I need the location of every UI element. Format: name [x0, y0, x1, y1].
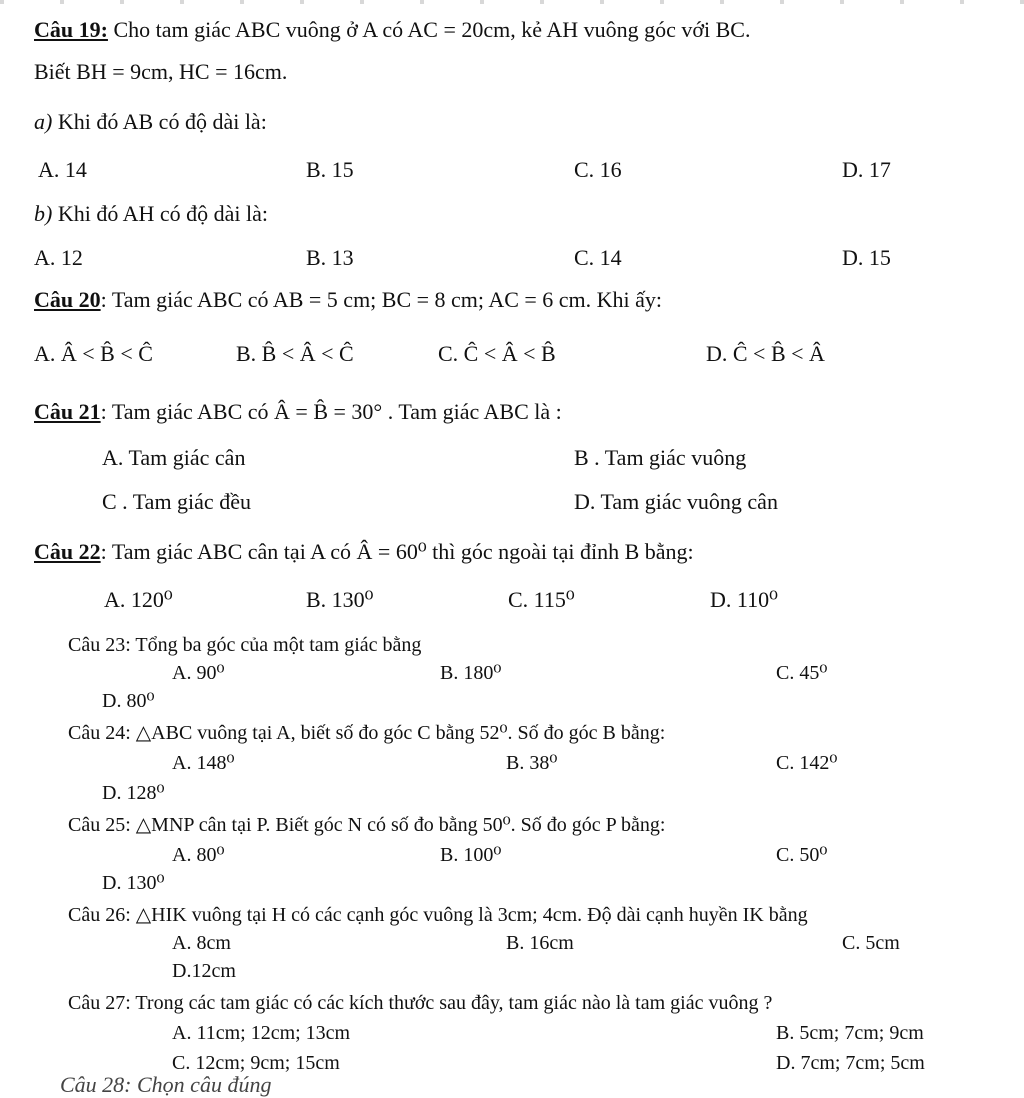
q22-stem — [34, 538, 694, 566]
q27-option-b[interactable]: B. 5cm; 7cm; 9cm — [776, 1022, 924, 1044]
q22-option-a[interactable]: A. 120⁰ — [104, 587, 173, 612]
q23-option-b[interactable]: B. 180⁰ — [440, 662, 502, 684]
q20-text: : Tam giác ABC có AB = 5 cm; BC = 8 cm; AC = 6 cm. Khi ấy: — [100, 287, 663, 312]
q22-text: : Tam giác ABC cân tại A có Â = 60⁰ thì góc ngoài tại đỉnh B bằng: — [100, 539, 694, 564]
q19b-stem — [34, 200, 268, 228]
q21-heading: Câu 21 — [34, 399, 101, 424]
q19b-option-b[interactable]: B. 13 — [306, 245, 354, 270]
q19a-option-a[interactable]: A. 14 — [38, 157, 87, 182]
q19a-stem — [34, 108, 267, 136]
q20-option-d[interactable]: D. Ĉ < B̂ < Â — [706, 341, 825, 366]
q27-stem: Câu 27: Trong các tam giác có các kích thước sau đây, tam giác nào là tam giác vuông ? — [68, 992, 773, 1014]
q19a-text: Khi đó AB có độ dài là: — [52, 109, 267, 134]
q19a-option-d[interactable]: D. 17 — [842, 157, 891, 182]
q20-stem — [34, 286, 662, 314]
q28-cutoff — [60, 1072, 380, 1097]
q20-option-b[interactable]: B. B̂ < Â < Ĉ — [236, 341, 354, 366]
q25-option-a[interactable]: A. 80⁰ — [172, 844, 225, 866]
q19-heading: Câu 19: — [34, 17, 108, 42]
q22-option-b[interactable]: B. 130⁰ — [306, 587, 374, 612]
q22-heading: Câu 22 — [34, 539, 101, 564]
q19b-text: Khi đó AH có độ dài là: — [52, 201, 269, 226]
q27-option-d[interactable]: D. 7cm; 7cm; 5cm — [776, 1052, 925, 1074]
q19b-option-c[interactable]: C. 14 — [574, 245, 622, 270]
q24-stem: Câu 24: △ABC vuông tại A, biết số đo góc C bằng 52⁰. Số đo góc B bằng: — [68, 722, 666, 744]
q19a-label: a) — [34, 109, 53, 134]
q24-option-b[interactable]: B. 38⁰ — [506, 752, 558, 774]
q19-given: Biết BH = 9cm, HC = 16cm. — [34, 59, 288, 84]
q23-option-c[interactable]: C. 45⁰ — [776, 662, 828, 684]
q27-option-a[interactable]: A. 11cm; 12cm; 13cm — [172, 1022, 351, 1044]
q21-text: : Tam giác ABC có Â = B̂ = 30° . Tam giác ABC là : — [100, 399, 562, 424]
q22-option-c[interactable]: C. 115⁰ — [508, 587, 575, 612]
q19b-option-d[interactable]: D. 15 — [842, 245, 891, 270]
q23-option-a[interactable]: A. 90⁰ — [172, 662, 225, 684]
q21-option-b[interactable]: B . Tam giác vuông — [574, 445, 747, 470]
q21-stem — [34, 398, 562, 426]
q23-option-d[interactable]: D. 80⁰ — [102, 690, 155, 712]
q21-option-d[interactable]: D. Tam giác vuông cân — [574, 489, 778, 514]
q24-option-d[interactable]: D. 128⁰ — [102, 782, 165, 804]
q25-stem: Câu 25: △MNP cân tại P. Biết góc N có số đo bằng 50⁰. Số đo góc P bằng: — [68, 814, 666, 836]
q26-option-d[interactable]: D.12cm — [172, 960, 236, 982]
q26-option-a[interactable]: A. 8cm — [172, 932, 231, 954]
q20-heading: Câu 20 — [34, 287, 101, 312]
q26-option-c[interactable]: C. 5cm — [842, 932, 900, 954]
q25-option-d[interactable]: D. 130⁰ — [102, 872, 165, 894]
q25-option-c[interactable]: C. 50⁰ — [776, 844, 828, 866]
q19-text: Cho tam giác ABC vuông ở A có AC = 20cm, kẻ AH vuông góc với BC. — [107, 17, 751, 42]
q20-option-c[interactable]: C. Ĉ < Â < B̂ — [438, 341, 556, 366]
q19b-label: b) — [34, 201, 53, 226]
q19a-option-c[interactable]: C. 16 — [574, 157, 622, 182]
q19a-option-b[interactable]: B. 15 — [306, 157, 354, 182]
q28-stem: Câu 28: Chọn câu đúng — [60, 1072, 272, 1097]
q21-option-c[interactable]: C . Tam giác đều — [102, 489, 251, 514]
q19-stem — [34, 16, 750, 44]
top-edge-artifact — [0, 0, 1024, 4]
q20-option-a[interactable]: A. Â < B̂ < Ĉ — [34, 341, 153, 366]
q24-option-a[interactable]: A. 148⁰ — [172, 752, 235, 774]
q27-option-c[interactable]: C. 12cm; 9cm; 15cm — [172, 1052, 340, 1074]
q25-option-b[interactable]: B. 100⁰ — [440, 844, 502, 866]
q21-option-a[interactable]: A. Tam giác cân — [102, 445, 246, 470]
q24-option-c[interactable]: C. 142⁰ — [776, 752, 838, 774]
q26-option-b[interactable]: B. 16cm — [506, 932, 574, 954]
q19b-option-a[interactable]: A. 12 — [34, 245, 83, 270]
q26-stem: Câu 26: △HIK vuông tại H có các cạnh góc vuông là 3cm; 4cm. Độ dài cạnh huyền IK bằng — [68, 904, 808, 926]
q22-option-d[interactable]: D. 110⁰ — [710, 587, 778, 612]
q23-stem: Câu 23: Tổng ba góc của một tam giác bằng — [68, 634, 422, 656]
